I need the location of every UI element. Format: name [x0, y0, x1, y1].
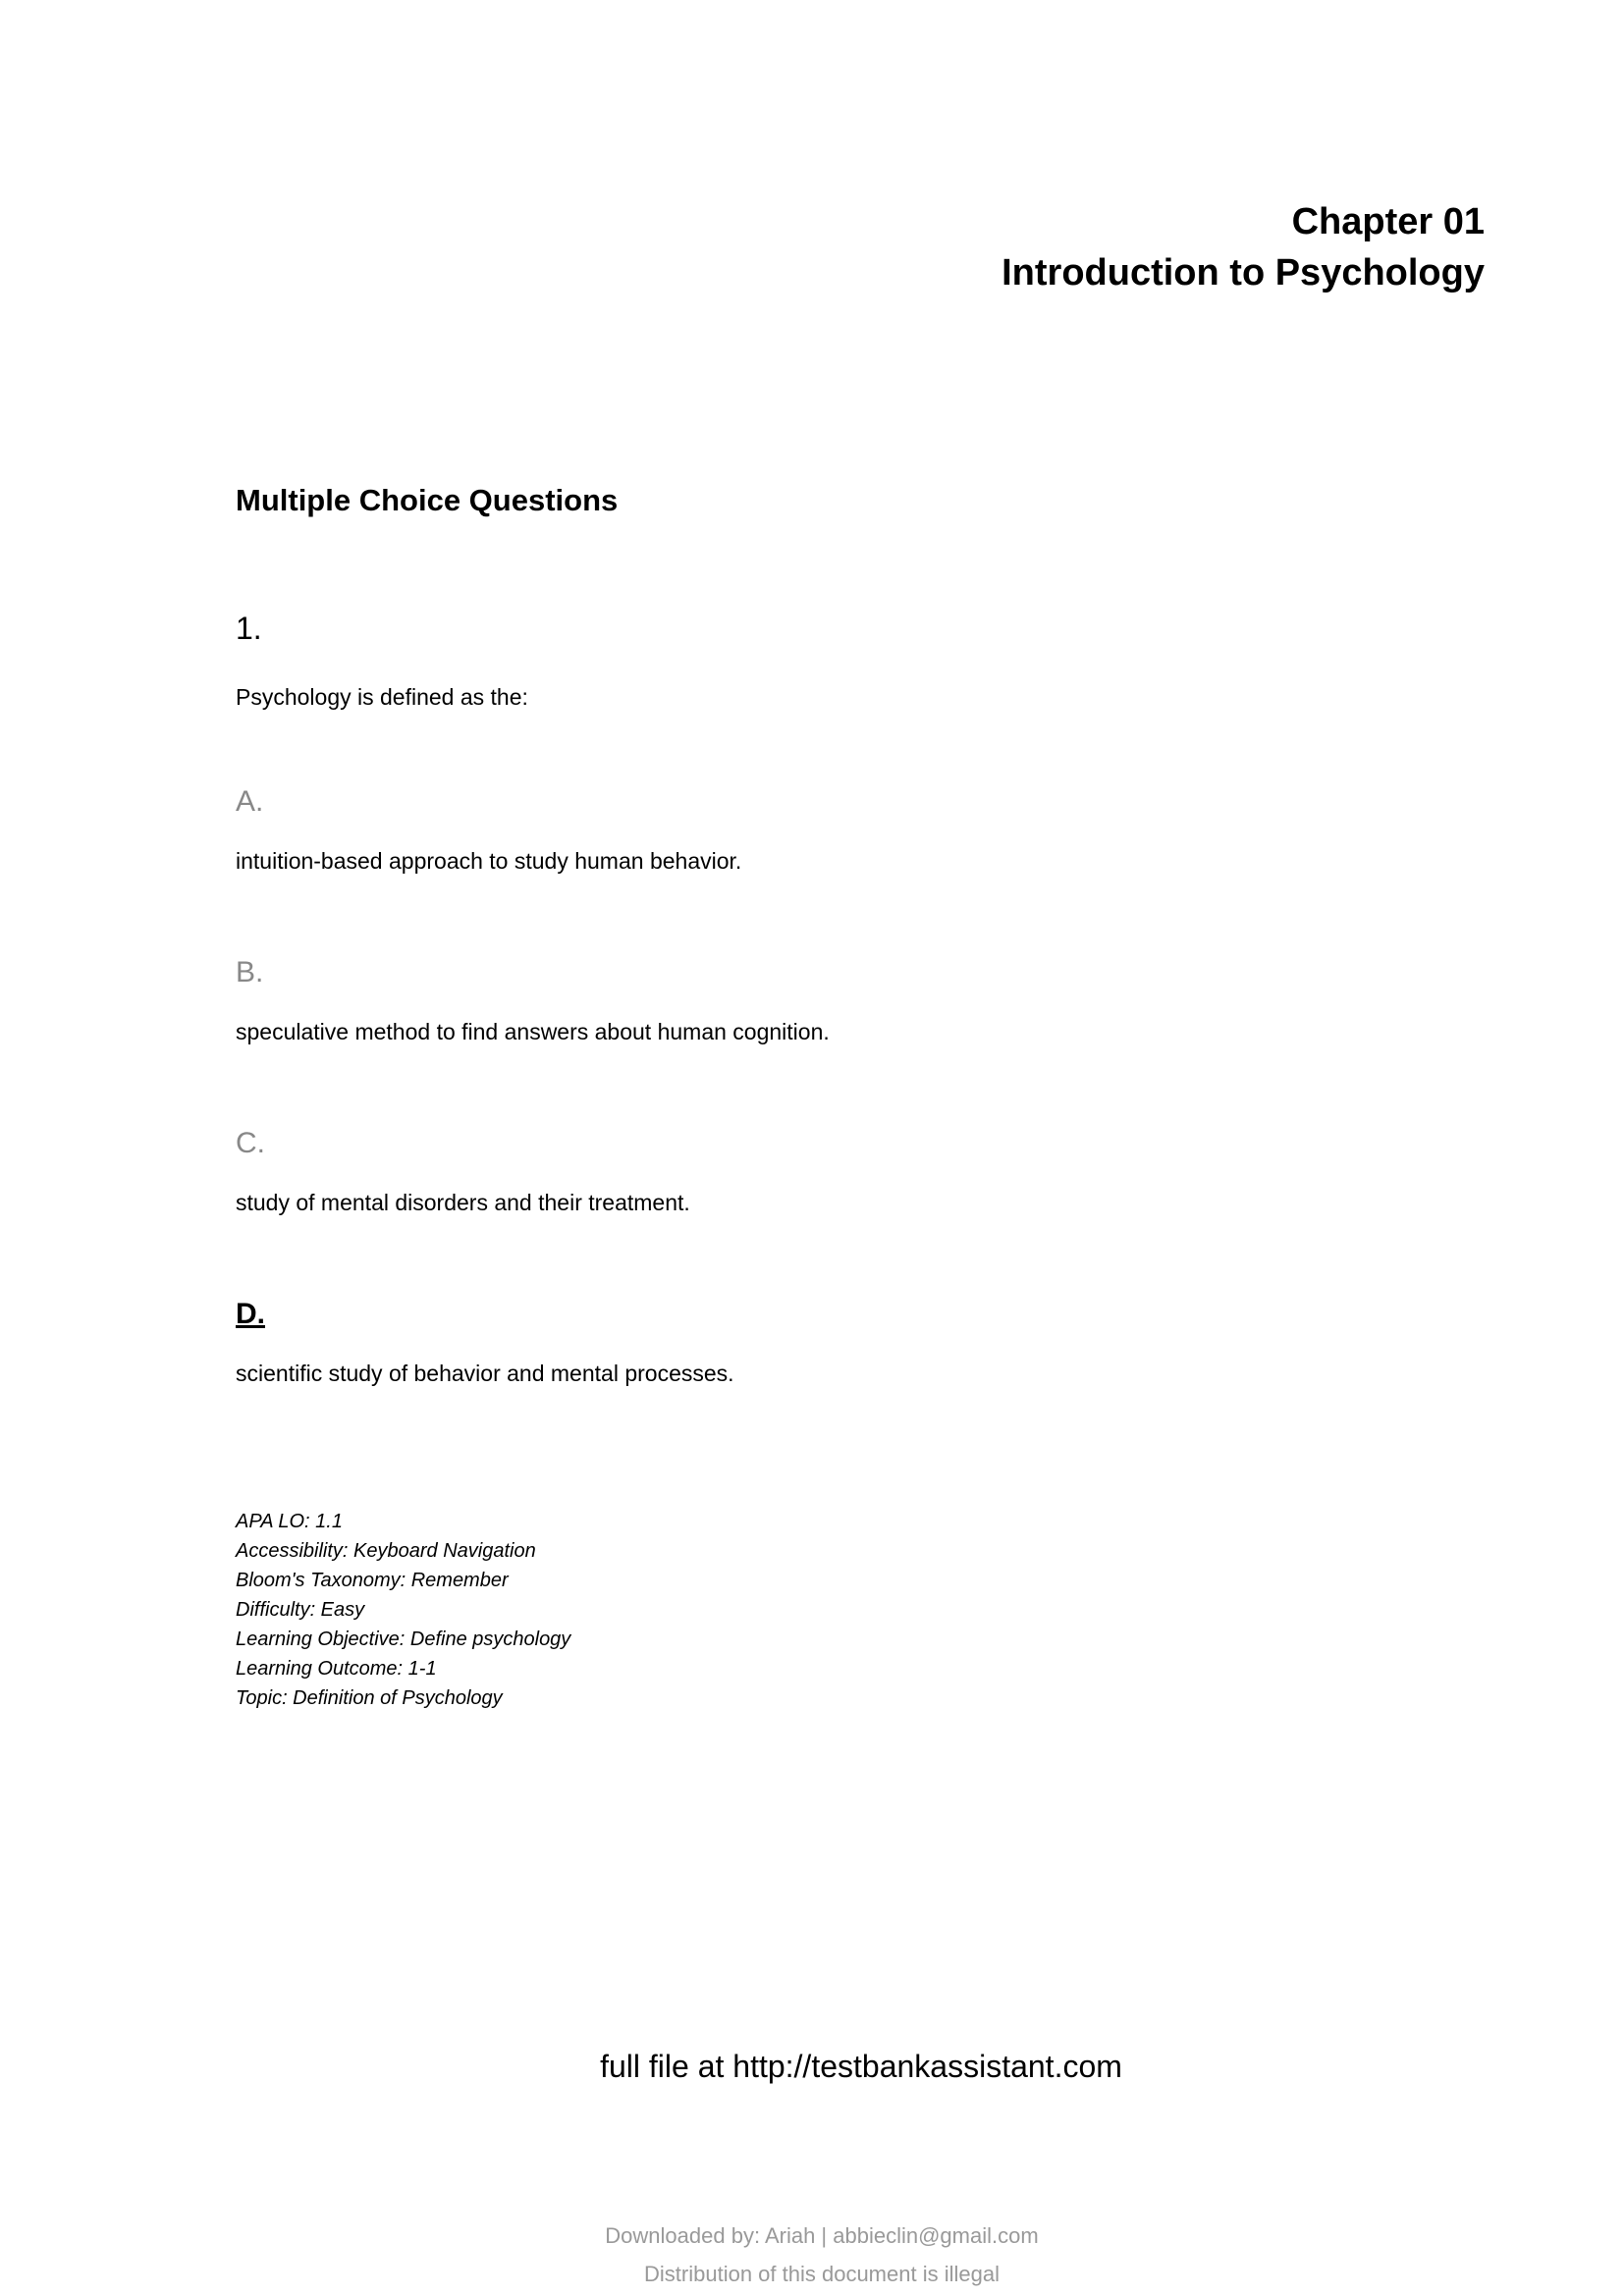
section-title: Multiple Choice Questions: [236, 483, 619, 517]
promo-link-text: full file at http://testbankassistant.com: [600, 2049, 1122, 2084]
metadata-learning-objective: Learning Objective: Define psychology: [236, 1629, 571, 1650]
question-metadata: [236, 1507, 570, 1713]
choice-a-text: intuition-based approach to study human behavior.: [236, 848, 742, 874]
choice-a-letter: A.: [236, 785, 264, 818]
question-text: Psychology is defined as the:: [236, 684, 528, 710]
chapter-heading: [1001, 196, 1485, 298]
metadata-apa-lo: APA LO: 1.1: [236, 1511, 343, 1532]
choice-c-letter: C.: [236, 1127, 265, 1159]
choice-d-letter-correct: D.: [236, 1298, 265, 1330]
chapter-title: Introduction to Psychology: [1001, 252, 1485, 294]
choice-c-text: study of mental disorders and their treatment.: [236, 1190, 690, 1215]
footer-distribution-notice: Distribution of this document is illegal: [644, 2262, 1000, 2286]
chapter-number: Chapter 01: [1291, 201, 1485, 242]
choice-d-text: scientific study of behavior and mental processes.: [236, 1361, 734, 1386]
question-number: 1.: [236, 611, 262, 646]
metadata-difficulty: Difficulty: Easy: [236, 1599, 365, 1621]
metadata-learning-outcome: Learning Outcome: 1-1: [236, 1658, 437, 1680]
metadata-accessibility: Accessibility: Keyboard Navigation: [236, 1540, 536, 1562]
choice-b-letter: B.: [236, 956, 264, 988]
metadata-blooms-taxonomy: Bloom's Taxonomy: Remember: [236, 1570, 509, 1591]
footer-downloaded-by: Downloaded by: Ariah | abbieclin@gmail.com: [605, 2223, 1039, 2248]
choice-b-text: speculative method to find answers about human cognition.: [236, 1019, 830, 1044]
metadata-topic: Topic: Definition of Psychology: [236, 1687, 503, 1709]
